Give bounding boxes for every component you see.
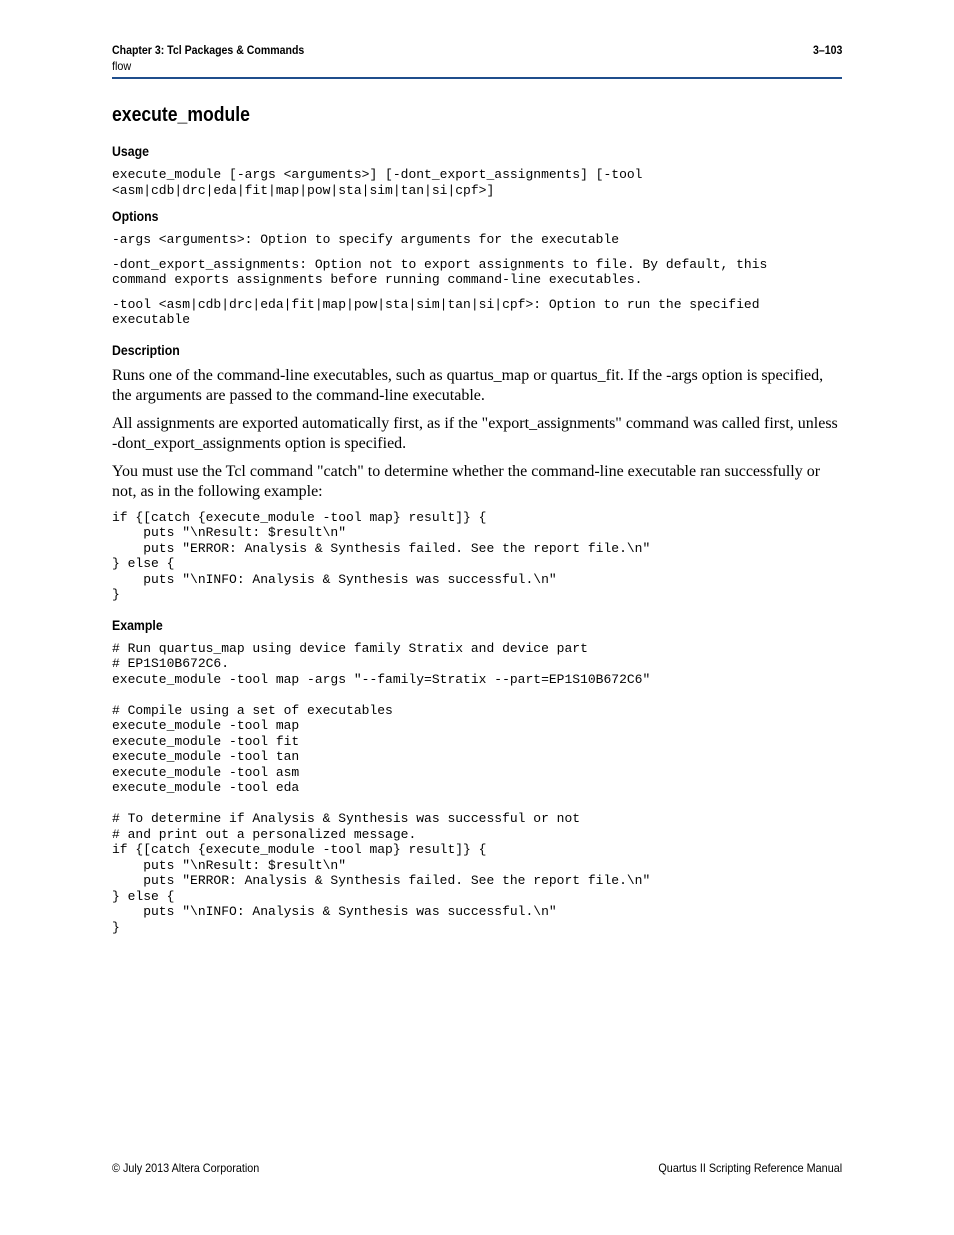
usage-code: execute_module [-args <arguments>] [-dont_export_assignments] [-tool <asm|cdb|drc|eda|fit|map|pow|sta|sim|tan|si|cpf>]	[112, 167, 643, 198]
option-tool: -tool <asm|cdb|drc|eda|fit|map|pow|sta|sim|tan|si|cpf>: Option to run the specified executable	[112, 296, 760, 327]
page-content	[112, 104, 844, 945]
command-title: execute_module	[112, 104, 250, 126]
description-paragraph: Runs one of the command-line executables, such as quartus_map or quartus_fit. If the -args option is specified, the arguments are passed to the command-line executable.	[112, 366, 824, 404]
example-heading: Example	[112, 616, 163, 633]
chapter-title: Chapter 3: Tcl Packages & Commands	[112, 43, 305, 57]
description-paragraph: You must use the Tcl command "catch" to determine whether the command-line executable ran successfully or not, as in the following example:	[112, 462, 821, 500]
page-number: 3–103	[812, 43, 842, 57]
page-header	[112, 43, 842, 79]
example-code: # Run quartus_map using device family Stratix and device part # EP1S10B672C6. execute_module -tool map -args "--family=Stratix --part=EP1S10B672C6" # Compile using a set of executables execute_module -tool map execute_module -tool fit execute_module -tool tan execute_module -tool asm execute_module -tool eda # To determine if Analysis & Synthesis was successful or not # and print out a personalized message. if {[catch {execute_module -tool map} result]} { puts "\nResult: $result\n" puts "ERROR: Analysis & Synthesis failed. See the report file.\n" } else { puts "\nINFO: Analysis & Synthesis was successful.\n" }	[112, 640, 651, 935]
option-args: -args <arguments>: Option to specify arguments for the executable	[112, 232, 620, 247]
description-paragraph: All assignments are exported automatically first, as if the "export_assignments" command was called first, unless -dont_export_assignments option is specified.	[112, 414, 838, 452]
footer-manual-title: Quartus II Scripting Reference Manual	[658, 1161, 842, 1175]
footer-copyright: © July 2013 Altera Corporation	[112, 1161, 260, 1175]
description-code: if {[catch {execute_module -tool map} result]} { puts "\nResult: $result\n" puts "ERROR: Analysis & Synthesis failed. See the report file.\n" } else { puts "\nINFO: Analysis & Synthesis was successful.\n" }	[112, 509, 651, 602]
description-heading: Description	[112, 341, 180, 358]
option-dont-export: -dont_export_assignments: Option not to export assignments to file. By default, this command exports assignments before running command-line executables.	[112, 256, 768, 287]
usage-heading: Usage	[112, 143, 149, 159]
options-heading: Options	[112, 208, 159, 224]
subsection-label: flow	[112, 59, 132, 73]
